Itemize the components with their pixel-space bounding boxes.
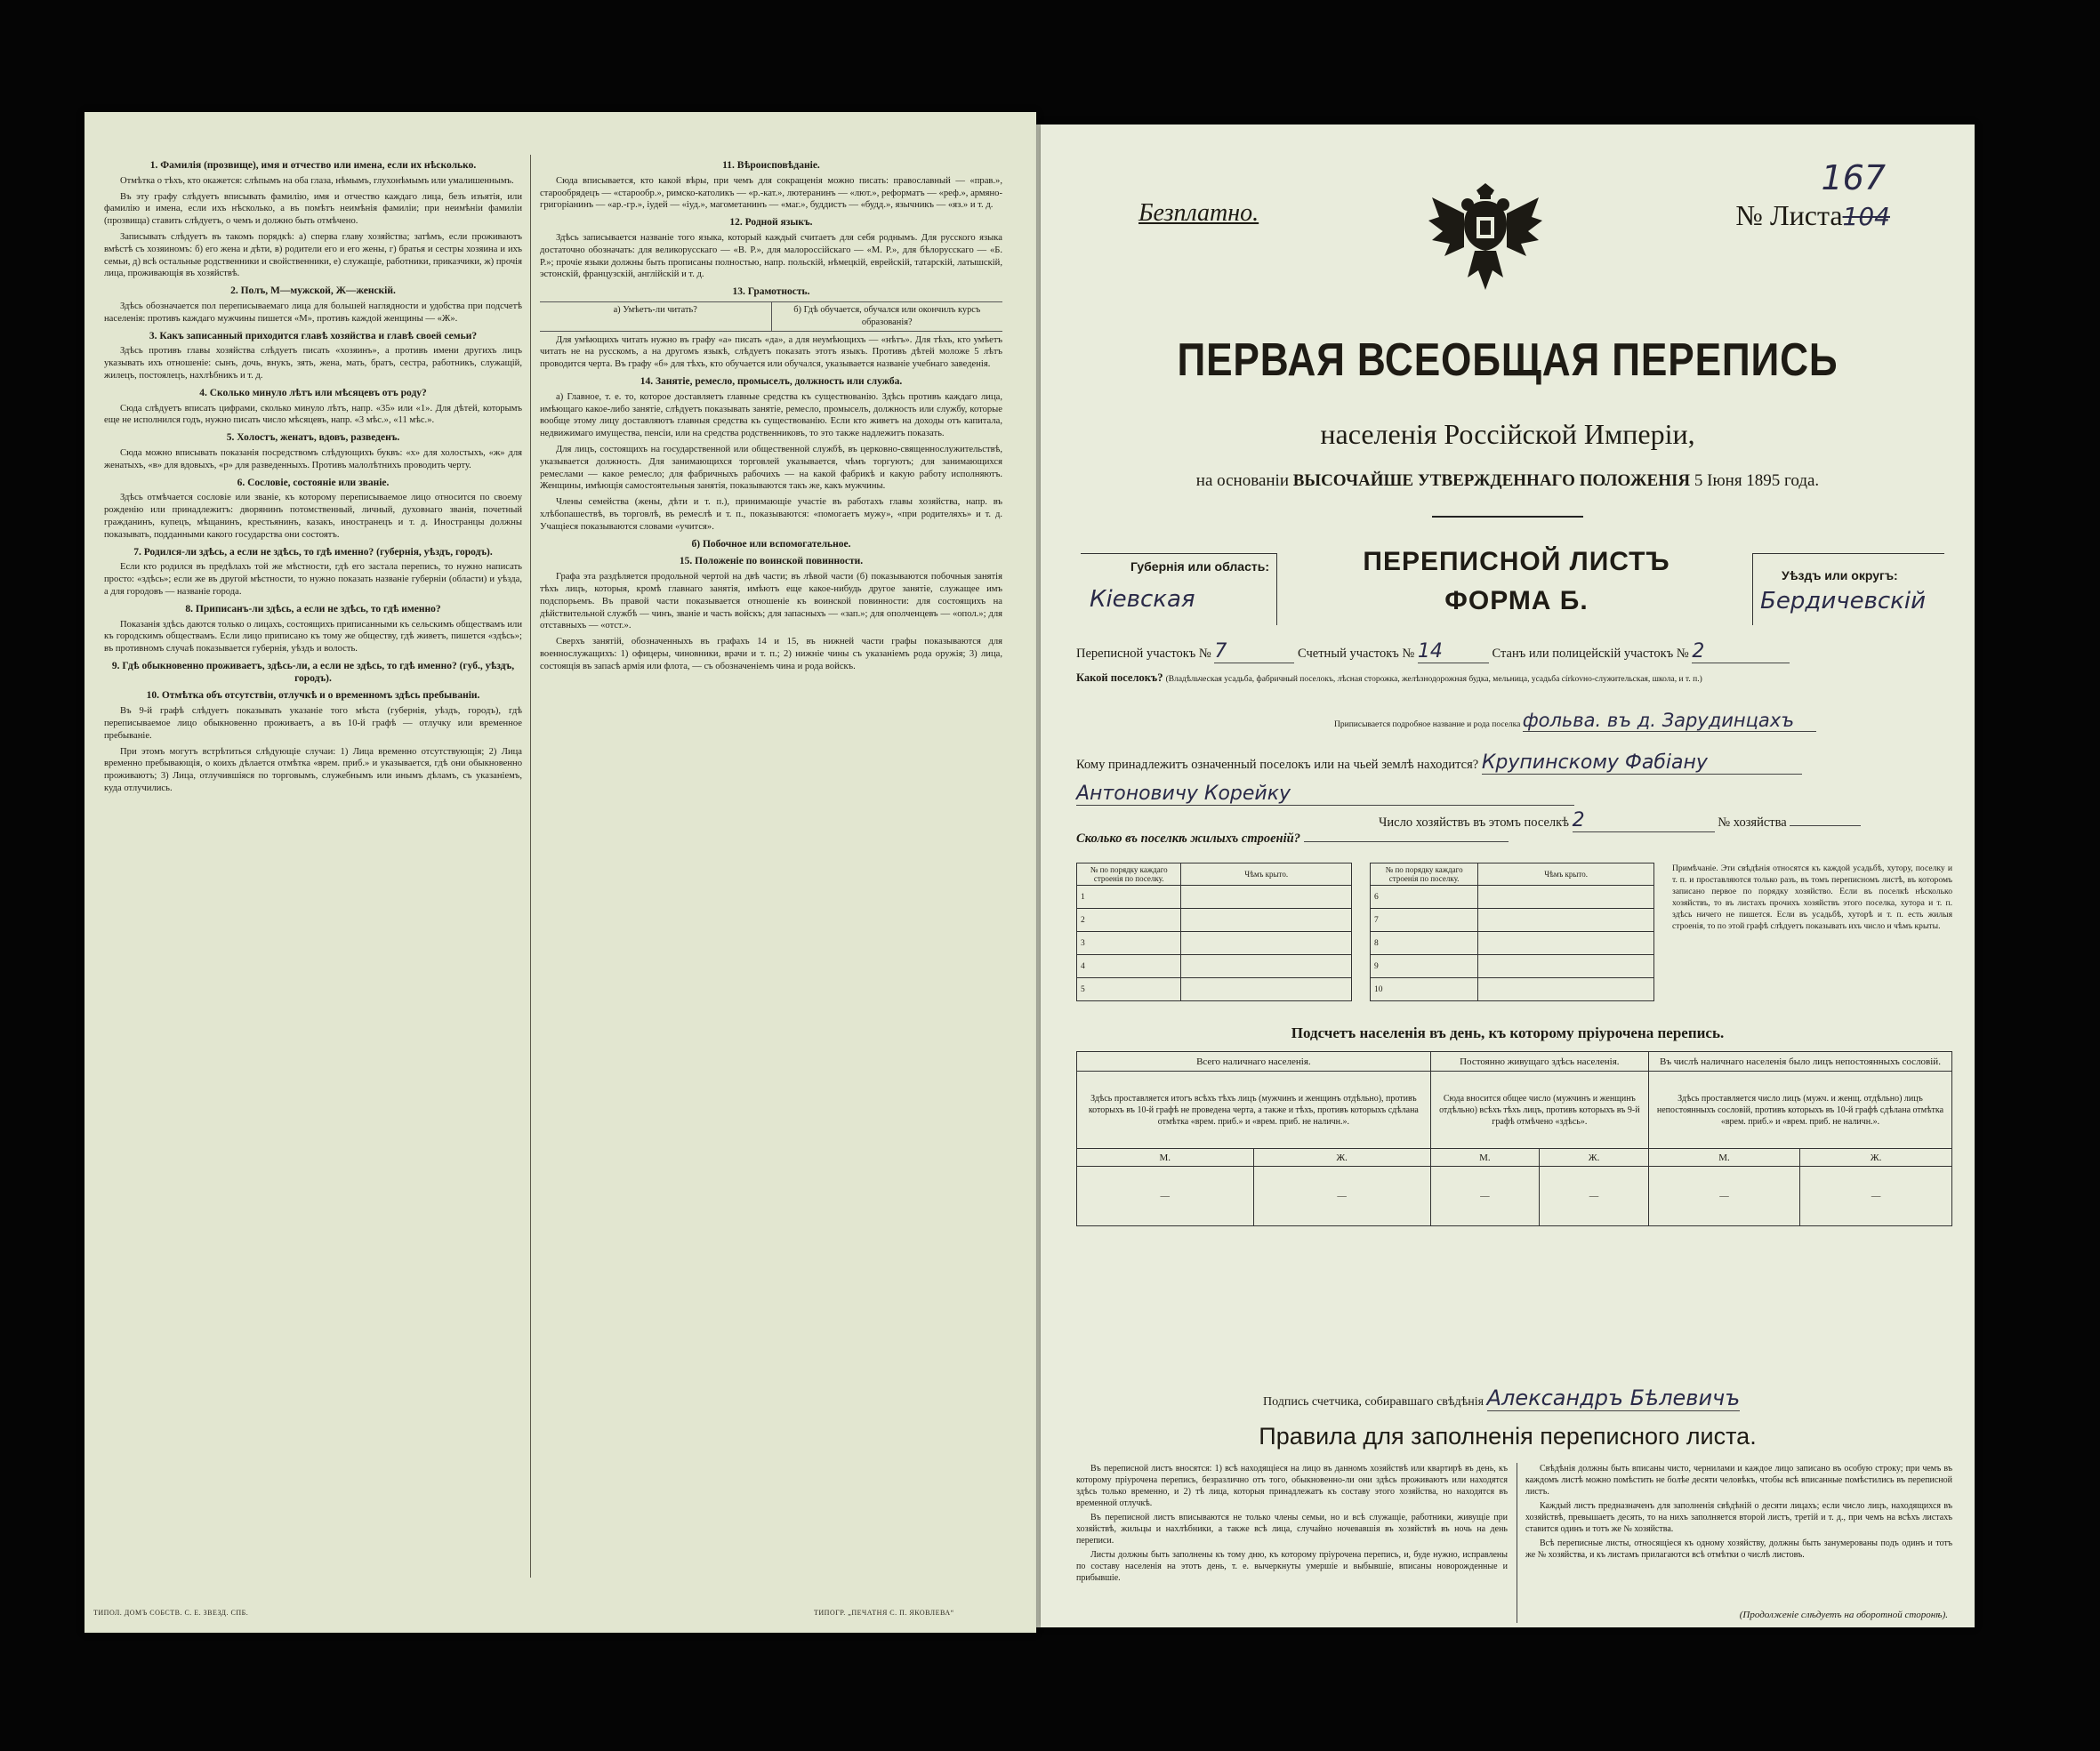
settlement-hint: (Владѣльческая усадьба, фабричный поселокъ, лѣсная сторожка, желѣзнодорожная будка, мельница, усадьба církovно-служительская, школа, и т. п.) xyxy=(1165,675,1702,684)
building-number: 1 xyxy=(1077,886,1181,909)
building-roof xyxy=(1181,932,1352,955)
buildings-col-number-2: № по порядку каждаго строенія по поселку. xyxy=(1371,863,1478,886)
legal-basis-line xyxy=(1041,471,1975,491)
instruction-heading: 14. Занятіе, ремесло, промыселъ, должность или служба. xyxy=(640,375,903,387)
instructions-right-bottom xyxy=(540,334,1002,673)
building-roof xyxy=(1181,955,1352,978)
buildings-col-roof-2: Чѣмъ крыто. xyxy=(1478,863,1654,886)
buildings-row-item xyxy=(1077,886,1352,909)
rule-paragraph: Свѣдѣнія должны быть вписаны чисто, чернилами и каждое лицо записано въ особую строку; при чемъ въ каждомъ листѣ можно помѣстить не болѣе десяти человѣкъ, чтобы всѣ вписанные помѣстились въ переписной листъ. xyxy=(1525,1464,1952,1497)
owner-value-2: Антоновичу Корейку xyxy=(1076,783,1574,806)
building-roof xyxy=(1478,909,1654,932)
instruction-paragraph: Въ 9-й графѣ слѣдуетъ показывать указаніе того мѣста (губернія, уѣздъ, городъ), гдѣ переписываемое лицо обыкновенно проживаетъ, а въ 10-й графѣ — отлучку или временное пребываніе. xyxy=(104,706,522,741)
sections-row xyxy=(1076,640,1790,663)
settlement-hint-2: Приписывается подробное название и рода поселка xyxy=(1334,720,1521,729)
column-divider xyxy=(530,155,531,1578)
sheet-number-value: 104 xyxy=(1842,202,1890,231)
count-female-2: Ж. xyxy=(1540,1149,1649,1167)
instruction-paragraph: Графа эта раздѣляется продольной чертой на двѣ части; въ лѣвой части (б) показываются побочныя занятія тѣхъ лицъ, которыя, кромѣ главнаго занятія, имѣютъ еще какое-нибудь другое занятіе, служащее имъ подспорьемъ. Въ правой части показывается отношеніе къ воинской повинности: для состоящихъ на дѣйствительной службѣ — чинъ, званіе и часть войскъ; для запасныхъ — «зап.»; для ополченцевъ — «опол.»; для отставныхъ — «отст.». xyxy=(540,572,1002,631)
basis-suffix: 5 Іюня 1895 года. xyxy=(1690,471,1820,490)
instruction-heading: 1. Фамилія (прозвище), имя и отчество или имена, если их нѣсколько. xyxy=(149,160,477,171)
building-roof xyxy=(1181,978,1352,1001)
building-number: 4 xyxy=(1077,955,1181,978)
owner-row xyxy=(1076,751,1802,775)
sheet-number-field xyxy=(1735,199,1890,232)
counting-section-label: Счетный участокъ № xyxy=(1298,647,1415,661)
instruction-paragraph: Показанія здѣсь даются только о лицахъ, состоящихъ приписанными къ сельскимъ обществамъ или къ городскимъ обществамъ. Если лицо приписано къ тому же обществу, гдѣ живетъ, пишется «здѣсь»; въ противномъ случаѣ показывается губернія, уѣздъ и волость. xyxy=(104,619,522,655)
population-count-table xyxy=(1076,1051,1952,1226)
buildings-col-number: № по порядку каждаго строенія по поселку. xyxy=(1077,863,1181,886)
census-subtitle: населенія Россійской Имперіи, xyxy=(1320,418,1695,450)
household-number-label: № хозяйства xyxy=(1718,815,1787,830)
instruction-paragraph: Отмѣтка о тѣхъ, кто окажется: слѣпымъ на оба глаза, нѣмымъ, глухонѣмымъ или умалишеннымъ. xyxy=(120,175,514,186)
buildings-col-roof: Чѣмъ крыто. xyxy=(1181,863,1352,886)
rule-paragraph: Листы должны быть заполнены къ тому дню, къ которому пріурочена перепись, и, буде нужно, исправлены по составу населенія на этотъ день, т. е. вычеркнуты умершіе и выбывшіе, вписаны новорожденные и прибывшіе. xyxy=(1076,1550,1508,1583)
buildings-table-right xyxy=(1370,863,1654,1001)
building-number: 10 xyxy=(1371,978,1478,1001)
double-headed-eagle-icon xyxy=(1423,178,1548,302)
signature-label: Подпись счетчика, собиравшаго свѣдѣнія xyxy=(1263,1395,1484,1409)
instruction-heading: 7. Родился-ли здѣсь, а если не здѣсь, то гдѣ именно? (губернія, уѣздъ, городъ). xyxy=(133,546,493,558)
district-label: Уѣздъ или округъ: xyxy=(1782,568,1898,582)
sheet-number-label: № Листа xyxy=(1735,199,1843,231)
settlement-value: фольва. въ д. Зарудинцахъ xyxy=(1523,710,1816,732)
buildings-row-item xyxy=(1077,955,1352,978)
building-number: 3 xyxy=(1077,932,1181,955)
household-number-value xyxy=(1790,825,1861,826)
count-male-1: М. xyxy=(1077,1149,1254,1167)
police-section-value: 2 xyxy=(1692,640,1790,663)
count-value-cell: — xyxy=(1253,1167,1430,1226)
counting-section-value: 14 xyxy=(1418,640,1489,663)
instruction-paragraph: При этомъ могутъ встрѣтиться слѣдующіе случаи: 1) Лица временно отсутствующія; 2) Лица временно пребывающія, о коихъ дѣлается отмѣтка «врем. приб.» и указывается, гдѣ они обыкновенно проживаютъ; 3) Лица, отлучившіяся по торговымъ, служебнымъ или инымъ дѣламъ, съ указаніемъ, куда отлучились. xyxy=(104,746,522,794)
enumerator-signature-row xyxy=(1263,1386,1740,1411)
continued-note: (Продолженіе слѣдуетъ на оборотной сторонѣ). xyxy=(1739,1610,1948,1620)
instructions-column-right xyxy=(540,155,1002,1542)
count-desc-transient: Здѣсь проставляется число лицъ (мужч. и женщ. отдѣльно) лицъ непостоянныхъ сословій, противъ которыхъ въ 10-й графѣ сдѣлана отмѣтка «врем. приб.» и «врем. приб. не наличн.». xyxy=(1648,1072,1951,1149)
building-number: 9 xyxy=(1371,955,1478,978)
census-section-label: Переписной участокъ № xyxy=(1076,647,1211,661)
instruction-paragraph: Здѣсь записывается названіе того языка, который каждый считаетъ для себя роднымъ. Для русского языка достаточно обозначать: для великорусскаго — «В. Р.», для малороссійскаго — «М. Р.», для бѣлорусскаго — «Б. Р.»; прочіе языки должны быть прописаны полностью, напр. польскій, нѣмецкій, еврейскій, татарскій, латышскій, эстонскій, французскій, англійскій и т. д. xyxy=(540,232,1002,280)
rules-column-left xyxy=(1076,1463,1508,1586)
settlement-label: Какой поселокъ? xyxy=(1076,671,1163,684)
rule-paragraph: Въ переписной листъ вносятся: 1) всѣ находящіеся на лицо въ данномъ хозяйствѣ или квартирѣ въ день, къ которому пріурочена перепись, безразлично отъ того, обыкновенно-ли они здѣсь проживаютъ или находятся здѣсь только временно, и 2) тѣ лица, которыя принадлежатъ къ составу этого хозяйства, но находятся въ временной отлучкѣ. xyxy=(1076,1464,1508,1508)
handwritten-sheet-number: 167 xyxy=(1821,158,1886,197)
census-title: ПЕРВАЯ ВСЕОБЩАЯ ПЕРЕПИСЬ xyxy=(1177,334,1839,386)
building-number: 5 xyxy=(1077,978,1181,1001)
buildings-label: Сколько въ поселкѣ жилыхъ строеній? xyxy=(1076,831,1300,846)
building-roof xyxy=(1478,886,1654,909)
instruction-paragraph: Въ эту графу слѣдуетъ вписывать фамилію, имя и отчество каждаго лица, безъ изъятія, или фамилію и имена, если ихъ нѣсколько, а въ помѣтъ неимѣнія фамиліи; при неимѣніи фамиліи (прозвища) ставить слѣдуетъ, о чемъ и должно быть отмѣчено. xyxy=(104,191,522,227)
buildings-note: Примѣчаніе. Эти свѣдѣнія относятся къ каждой усадьбѣ, хутору, поселку и т. п. и проставляются только разъ, въ томъ переписномъ листѣ, въ которомъ записано первое по порядку хозяйство. Если въ поселкѣ нѣсколько хозяйствъ, то въ листахъ прочихъ хозяйствъ этого поселка, хутора и т. п. здѣсь ничего не пишется. Если въ усадьбѣ, хуторѣ и т. п. есть жилыя строенія, то по этой графѣ слѣдуетъ показывать ихъ число и чѣмъ крыты. xyxy=(1672,863,1952,931)
form-title xyxy=(1307,542,1726,621)
rules-title: Правила для заполненія переписного листа. xyxy=(1259,1423,1757,1450)
count-head-resident: Постоянно живущаго здѣсь населенія. xyxy=(1430,1052,1648,1072)
owner-value-1: Крупинскому Фабіану xyxy=(1482,751,1802,775)
count-value-cell: — xyxy=(1430,1167,1539,1226)
instruction-heading: б) Побочное или вспомогательное. xyxy=(691,538,851,550)
buildings-row-item xyxy=(1371,955,1654,978)
buildings-table-right-body xyxy=(1371,886,1654,1001)
count-value-cell: — xyxy=(1800,1167,1952,1226)
basis-caps: ВЫСОЧАЙШЕ УТВЕРЖДЕННАГО ПОЛОЖЕНІЯ xyxy=(1292,471,1691,490)
instruction-heading: 11. Вѣроисповѣданіе. xyxy=(722,160,820,171)
count-female-3: Ж. xyxy=(1800,1149,1952,1167)
instruction-paragraph: а) Главное, т. е. то, которое доставляетъ главные средства къ существованію. Здѣсь противъ каждаго лица, имѣющаго какое-либо занятіе, слѣдуетъ показывать занятіе, ремесло, промыселъ, должность или службу, которые вообще этому лицу доставляютъ главныя средства къ существованію. Если кто живетъ на доходы отъ капитала, недвижимаго имущества, пенсіи, или на средства родственниковъ, то это также надлежитъ показать. xyxy=(540,391,1002,439)
rules-column-right xyxy=(1525,1463,1952,1563)
building-roof xyxy=(1181,886,1352,909)
province-label: Губернія или область: xyxy=(1130,559,1269,574)
households-label: Число хозяйствъ въ этомъ поселкѣ xyxy=(1379,815,1570,830)
census-form-page xyxy=(1041,124,1975,1627)
instruction-heading: 6. Сословіе, состояніе или званіе. xyxy=(237,477,390,488)
count-head-transient: Въ числѣ наличнаго населенія было лицъ непостоянныхъ сословій. xyxy=(1648,1052,1951,1072)
title-divider xyxy=(1432,516,1583,518)
instruction-paragraph: Здѣсь противъ главы хозяйства слѣдуетъ писать «хозяинъ», а противъ имени другихъ лицъ указывать ихъ отношеніе: сынъ, дочь, внукъ, зять, жена, мать, братъ, сестра, работникъ, служащій, жилецъ, постоялецъ, нахлѣбникъ и т. д. xyxy=(104,346,522,381)
building-number: 8 xyxy=(1371,932,1478,955)
literacy-subheads xyxy=(540,301,1002,332)
literacy-subhead-b: б) Гдѣ обучается, обучался или окончилъ курсъ образованія? xyxy=(771,302,1003,331)
instruction-paragraph: Сюда можно вписывать показанія посредствомъ слѣдующихъ буквъ: «х» для холостыхъ, «ж» для женатыхъ, «в» для вдовыхъ, «р» для разведенныхъ. Противъ малолѣтнихъ проводить черту. xyxy=(104,447,522,470)
buildings-table-left xyxy=(1076,863,1352,1001)
count-value-cell: — xyxy=(1648,1167,1799,1226)
building-roof xyxy=(1478,955,1654,978)
buildings-row-item xyxy=(1371,932,1654,955)
instruction-paragraph: Сюда слѣдуетъ вписать цифрами, сколько минуло лѣтъ, напр. «35» или «1». Для дѣтей, которымъ еще не исполнился годъ, нужно писать число мѣсяцевъ, напр. «3 мѣс.», «11 мѣс.». xyxy=(104,403,522,426)
rule-paragraph: Въ переписной листъ вписываются не только члены семьи, но и всѣ служащіе, работники, живущіе при хозяйствѣ, жильцы и нахлѣбники, а также всѣ лица, случайно ночевавшія въ хозяйствѣ въ ночь на день переписи. xyxy=(1076,1513,1508,1546)
settlement-row xyxy=(1076,671,1702,685)
instruction-heading: 3. Какъ записанный приходится главѣ хозяйства и главѣ своей семьи? xyxy=(149,330,478,341)
instruction-paragraph: Для умѣющихъ читать нужно въ графу «а» писать «да», а для неумѣющихъ — «нѣтъ». Для тѣхъ, кто умѣетъ читать не на русскомъ, а на другомъ языкѣ, слѣдуетъ показать этотъ языкъ. Противъ дѣтей моложе 5 лѣтъ проводится черта. Въ графу «б» для тѣхъ, кто обучается или обучался, указывается названіе учебнаго заведенія. xyxy=(540,334,1002,370)
count-value-cell: — xyxy=(1540,1167,1649,1226)
instruction-heading: 10. Отмѣтка объ отсутствіи, отлучкѣ и о временномъ здѣсь пребываніи. xyxy=(146,690,480,702)
printer-imprint-left: ТИПОЛ. ДОМЪ СОБСТВ. С. Е. ЗВЕЗД. СПБ. xyxy=(93,1609,249,1617)
instruction-paragraph: Если кто родился въ предѣлахъ той же мѣстности, гдѣ его застала перепись, то нужно написать просто: «здѣсь»; если же въ другой мѣстности, то нужно показать названіе губерніи (области) и уѣзда, а для городовъ — названіе города. xyxy=(104,562,522,597)
owner-row-2 xyxy=(1076,783,1574,806)
rule-paragraph: Всѣ переписные листы, относящіеся къ одному хозяйству, должны быть занумерованы подъ одинъ и тотъ же № хозяйства, и къ листамъ прилагаются всѣ отмѣтки о числѣ листовъ. xyxy=(1525,1538,1952,1560)
households-row xyxy=(1379,809,1861,832)
building-roof xyxy=(1181,909,1352,932)
count-male-2: М. xyxy=(1430,1149,1539,1167)
instruction-heading: 12. Родной языкъ. xyxy=(729,217,813,229)
building-roof xyxy=(1478,932,1654,955)
district-field xyxy=(1752,553,1944,625)
buildings-value xyxy=(1304,841,1509,842)
instruction-heading: 4. Сколько минуло лѣтъ или мѣсяцевъ отъ роду? xyxy=(199,387,427,398)
instruction-heading: 15. Положеніе по воинской повинности. xyxy=(679,556,864,567)
instruction-heading: 5. Холостъ, женатъ, вдовъ, разведенъ. xyxy=(226,432,400,444)
count-head-present: Всего наличнаго населенія. xyxy=(1077,1052,1431,1072)
instruction-paragraph: Для лицъ, состоящихъ на государственной или общественной службѣ, въ церковно-священнослужительствѣ, указывается должность. Для занимающихся торговлей указывается, чѣмъ торгуютъ; для занимающихся ремеслами — какое ремесло; для фабричныхъ рабочихъ — на какой фабрикѣ и какую работу исполняютъ. Женщины, имѣющія самостоятельныя занятія, показываются такъ же, какъ мужчины. xyxy=(540,444,1002,492)
count-value-cell: — xyxy=(1077,1167,1254,1226)
instructions-right-top xyxy=(540,160,1002,299)
building-number: 6 xyxy=(1371,886,1478,909)
building-roof xyxy=(1478,978,1654,1001)
households-value: 2 xyxy=(1573,809,1715,832)
signature-value: Александръ Бѣлевичъ xyxy=(1486,1386,1741,1410)
count-male-3: М. xyxy=(1648,1149,1799,1167)
instruction-heading: 13. Грамотность. xyxy=(732,286,810,298)
basis-prefix: на основаніи xyxy=(1195,471,1293,490)
instruction-paragraph: Записывать слѣдуетъ въ такомъ порядкѣ: а) сперва главу хозяйства; затѣмъ, если проживаютъ вмѣстѣ съ хозяиномъ: б) его жена и дѣти, в) родители его и его жены, г) братья и сестры хозяина и ихъ семьи, д) всѣ остальные родственники и свойственники, е) служащіе, работники, приказчики, ж) прочія лица, проживающія въ хозяйствѣ. xyxy=(104,231,522,279)
instruction-paragraph: Здѣсь отмѣчается сословіе или званіе, къ которому переписываемое лицо относится по своему рожденію или принадлежитъ: дворянинъ потомственный, личный, духовнаго званія, почетный гражданинъ, купецъ, мѣщанинъ, крестьянинъ, казакъ, иностранецъ и т. д. Иностранцы должны показывать, подданными какого государства они состоятъ. xyxy=(104,493,522,540)
buildings-row-item xyxy=(1077,932,1352,955)
count-desc-present: Здѣсь проставляется итогъ всѣхъ тѣхъ лицъ (мужчинъ и женщинъ отдѣльно), противъ которыхъ въ 10-й графѣ не проведена черта, а также и тѣхъ, противъ которыхъ сдѣлана отмѣтка «врем. приб.» и «врем. приб. не наличн.». xyxy=(1077,1072,1431,1149)
police-section-label: Станъ или полицейскій участокъ № xyxy=(1492,647,1689,661)
instruction-paragraph: Здѣсь обозначается пол переписываемаго лица для большей наглядности и удобства при подсчетѣ населенія: противъ каждаго мужчины пишется «М», противъ каждой женщины — «Ж». xyxy=(104,301,522,324)
buildings-table-left-body xyxy=(1077,886,1352,1001)
population-count-title: Подсчетъ населенія въ день, къ которому пріурочена перепись. xyxy=(1291,1024,1725,1041)
left-page xyxy=(84,112,1036,1633)
instruction-paragraph: Сверхъ занятій, обозначенныхъ въ графахъ 14 и 15, въ нижней части графы показываются для военнослужащихъ: 1) офицеры, чиновники, врачи и т. п.; 2) нижніе чины съ указаніемъ рода оружія; 3) лица, состоящія въ запасѣ армія или флота, — съ обозначеніемъ чина и рода войскъ. xyxy=(540,637,1002,671)
count-female-1: Ж. xyxy=(1253,1149,1430,1167)
census-section-value: 7 xyxy=(1214,640,1294,663)
buildings-row-item xyxy=(1077,909,1352,932)
instructions-column-left xyxy=(104,155,522,1604)
province-value: Кіевская xyxy=(1090,586,1195,613)
settlement-note xyxy=(1076,710,1816,732)
instruction-paragraph: Сюда вписывается, кто какой вѣры, при чемъ для сокращенія можно писать: православный — «прав.», старообрядецъ — «старообр.», римско-католикъ — «р.-кат.», лютеранинъ — «лют.», реформатъ — «реф.», армяно-григоріанинъ — «ар.-гр.», іудей — «іуд.», магометанинъ — «маг.», буддистъ — «будд.», язычникъ — «яз.» и т. д. xyxy=(540,175,1002,211)
buildings-row-item xyxy=(1077,978,1352,1001)
buildings-row-item xyxy=(1371,909,1654,932)
buildings-row-item xyxy=(1371,978,1654,1001)
form-title-line-1: ПЕРЕПИСНОЙ ЛИСТЪ xyxy=(1363,547,1670,576)
owner-label: Кому принадлежитъ означенный поселокъ или на чьей землѣ находится? xyxy=(1076,758,1479,772)
instruction-paragraph: Члены семейства (жены, дѣти и т. п.), принимающіе участіе въ работахъ главы хозяйства, напр. въ хлѣбопашествѣ, въ торговлѣ, въ ремеслѣ и т. п., показываются: «помогаетъ мужу», «при родителяхъ» и т. д. Учащіеся показываются словами «учится». xyxy=(540,497,1002,532)
district-value: Бердичевскій xyxy=(1760,588,1927,614)
free-of-charge-label: Безплатно. xyxy=(1139,199,1259,227)
instruction-heading: 9. Гдѣ обыкновенно проживаетъ, здѣсь-ли, а если не здѣсь, то гдѣ именно? (губ., уѣздъ, городъ). xyxy=(111,660,515,684)
instruction-heading: 2. Полъ, М—мужской, Ж—женскій. xyxy=(230,285,396,297)
building-number: 2 xyxy=(1077,909,1181,932)
instruction-heading: 8. Приписанъ-ли здѣсь, а если не здѣсь, то гдѣ именно? xyxy=(185,603,441,614)
count-desc-resident: Сюда вносится общее число (мужчинъ и женщинъ отдѣльно) всѣхъ тѣхъ лицъ, противъ которыхъ въ 9-й графѣ отмѣчено «здѣсь». xyxy=(1430,1072,1648,1149)
printer-imprint-right: ТИПОГР. „ПЕЧАТНЯ С. П. ЯКОВЛЕВА“ xyxy=(814,1609,954,1617)
province-field xyxy=(1081,553,1277,625)
buildings-row xyxy=(1076,831,1509,847)
buildings-row-item xyxy=(1371,886,1654,909)
form-title-line-2: ФОРМА Б. xyxy=(1444,586,1589,615)
rule-paragraph: Каждый листъ предназначенъ для заполненія свѣдѣній о десяти лицахъ; если число лицъ, находящихся въ хозяйствѣ, превышаетъ десять, то на нихъ заполняется второй листъ, третій и т. д., при чемъ на всѣхъ листахъ ставится одинъ и тотъ же № хозяйства. xyxy=(1525,1501,1952,1534)
literacy-subhead-a: а) Умѣетъ-ли читать? xyxy=(613,304,697,315)
building-number: 7 xyxy=(1371,909,1478,932)
